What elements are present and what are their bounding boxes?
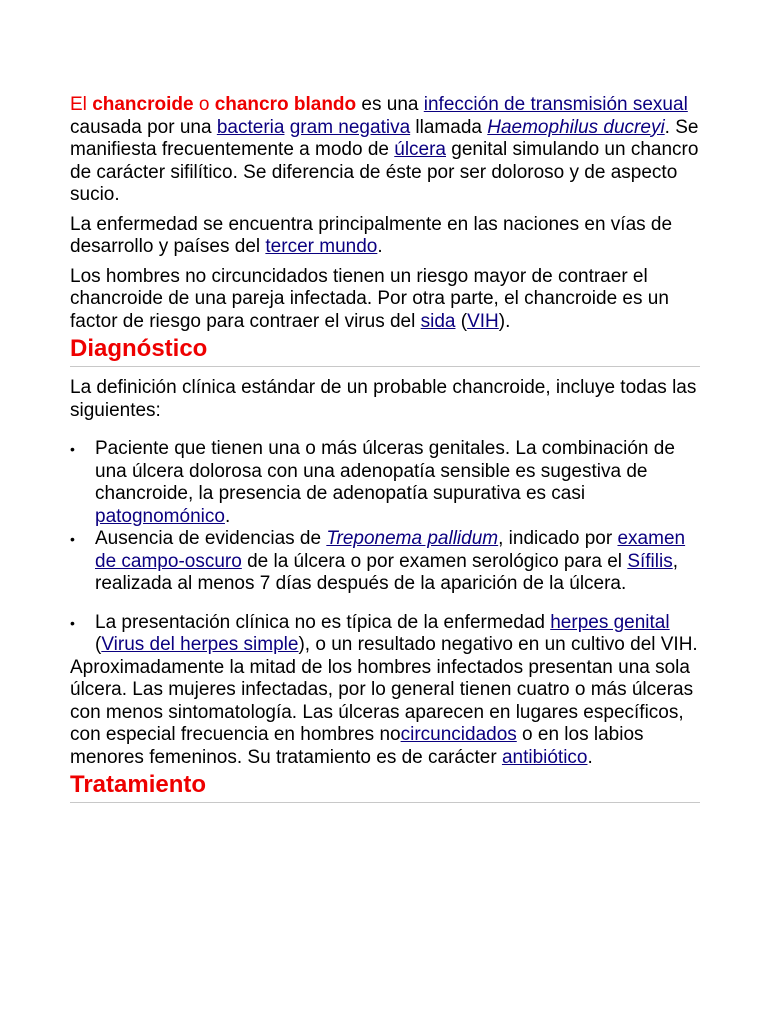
diagnostic-criteria-list	[70, 438, 700, 657]
text-run: . Se manifiesta frecuentemente a modo de	[70, 116, 699, 160]
text-run: Aproximadamente la mitad de los hombres infectados presentan una sola úlcera. Las mujeres infectadas, por lo general tienen cuatro o más úlceras con menos sintomatología. Las úlceras aparecen en lugares específicos, con especial frecuencia en hombres no	[70, 656, 694, 745]
link-herpes-genital[interactable]: herpes genital	[550, 611, 670, 633]
link-antibiotico[interactable]: antibiótico	[501, 746, 588, 768]
text-run: o en los labios menores femeninos. Su tratamiento es de carácter	[70, 724, 644, 768]
list-item	[70, 528, 700, 596]
text-run: , indicado por	[498, 528, 618, 549]
link-vih[interactable]: VIH	[467, 310, 499, 332]
link-treponema-pallidum[interactable]: Treponema pallidum	[326, 528, 499, 549]
intro-paragraph-2	[70, 214, 700, 259]
text-run: .	[377, 236, 383, 257]
link-tercer-mundo[interactable]: tercer mundo	[265, 236, 378, 257]
text-run: de la úlcera o por examen serológico para el	[241, 550, 628, 572]
link-infeccion-transmision-sexual[interactable]: infección de transmisión sexual	[423, 94, 688, 115]
bullet-icon: •	[70, 614, 75, 631]
link-ulcera[interactable]: úlcera	[394, 139, 446, 160]
heading-tratamiento: Tratamiento	[70, 771, 700, 803]
list-spacer	[70, 596, 700, 612]
term-chancroide: chancroide	[92, 94, 194, 115]
text-run: ), o un resultado negativo en un cultivo del VIH.	[298, 634, 698, 655]
text-run: El	[70, 94, 93, 115]
bullet-icon: •	[70, 441, 75, 457]
text-run: (	[95, 634, 102, 655]
heading-diagnostico: Diagnóstico	[70, 335, 700, 367]
text-run: La enfermedad se encuentra principalmente en las naciones en vías de desarrollo y países del	[70, 213, 673, 257]
intro-paragraph-1	[70, 94, 700, 207]
text-run: causada por una	[70, 116, 217, 138]
link-haemophilus-ducreyi[interactable]: Haemophilus ducreyi	[487, 116, 665, 138]
diagnostico-lead: La definición clínica estándar de un probable chancroide, incluye todas las siguientes:	[70, 377, 697, 421]
text-run: Paciente que tienen una o más úlceras genitales. La combinación de una úlcera dolorosa con una adenopatía sensible es sugestiva de chancroide, la presencia de adenopatía supurativa es casi	[95, 438, 675, 504]
text-run: , realizada al menos 7 días después de la aparición de la úlcera.	[95, 550, 678, 594]
link-patognomonico[interactable]: patognomónico	[95, 505, 225, 527]
list-item	[70, 612, 700, 657]
text-run: genital simulando un chancro de carácter sifilítico. Se diferencia de éste por ser doloroso y de aspecto sucio.	[70, 139, 699, 205]
text-run: ).	[498, 310, 511, 332]
term-chancro-blando: chancro blando	[214, 94, 357, 115]
link-sida[interactable]: sida	[420, 310, 456, 332]
text-run: .	[224, 505, 231, 527]
link-examen-campo-oscuro[interactable]: examen de campo-oscuro	[95, 528, 686, 572]
text-run: llamada	[410, 116, 488, 138]
text-run: es una	[356, 94, 424, 115]
intro-paragraph-3	[70, 266, 700, 334]
text-run: o	[193, 94, 215, 115]
link-bacteria[interactable]: bacteria	[216, 116, 285, 138]
article-body	[70, 94, 700, 813]
text-run: Los hombres no circuncidados tienen un riesgo mayor de contraer el chancroide de una pareja infectada. Por otra parte, el chancroide es un factor de riesgo para contraer el virus del	[70, 265, 669, 332]
text-run: .	[587, 746, 593, 768]
text-run: (	[455, 310, 468, 332]
list-item	[70, 438, 700, 528]
link-sifilis[interactable]: Sífilis	[627, 550, 673, 572]
link-virus-herpes-simple[interactable]: Virus del herpes simple	[101, 634, 299, 655]
link-circuncidados[interactable]: circuncidados	[400, 724, 517, 745]
text-run: La presentación clínica no es típica de la enfermedad	[95, 611, 551, 633]
diagnostico-closing-paragraph	[70, 657, 700, 770]
text-run: Ausencia de evidencias de	[95, 528, 327, 549]
bullet-icon: •	[70, 531, 75, 547]
link-gram-negativa[interactable]: gram negativa	[289, 116, 411, 138]
